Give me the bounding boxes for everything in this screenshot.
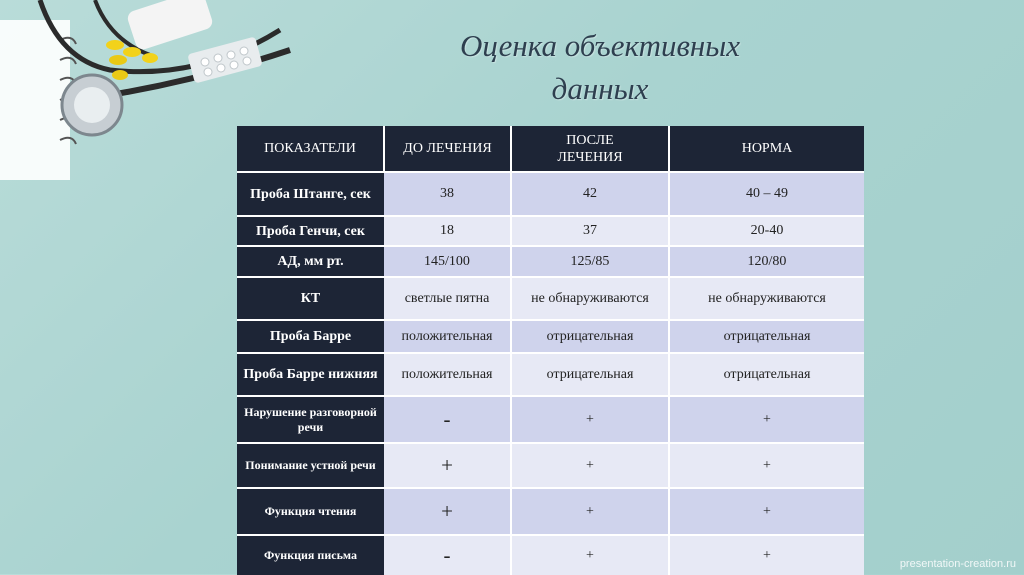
row-label: КТ: [237, 277, 384, 320]
row-label: Функция письма: [237, 535, 384, 575]
table-row: [237, 443, 864, 488]
table-row: [237, 353, 864, 396]
table-row: [237, 246, 864, 277]
cell-after: отрицательная: [511, 320, 669, 353]
data-table: [237, 126, 864, 575]
table-row: [237, 488, 864, 535]
cell-before: 18: [384, 216, 511, 246]
cell-after: 37: [511, 216, 669, 246]
page-title: [420, 24, 780, 110]
cell-before: -: [384, 535, 511, 575]
cell-after: +: [511, 396, 669, 443]
title-line-1: Оценка объективных: [459, 28, 741, 63]
header-indicators: ПОКАЗАТЕЛИ: [237, 126, 384, 172]
cell-norm: 40 – 49: [669, 172, 864, 216]
cell-after: 125/85: [511, 246, 669, 277]
row-label: Проба Генчи, сек: [237, 216, 384, 246]
header-norm: НОРМА: [669, 126, 864, 172]
data-table-container: [237, 126, 864, 575]
cell-norm: +: [669, 488, 864, 535]
cell-after: не обнаруживаются: [511, 277, 669, 320]
cell-norm: не обнаруживаются: [669, 277, 864, 320]
row-label: Проба Барре: [237, 320, 384, 353]
cell-before: +: [384, 488, 511, 535]
cell-after: 42: [511, 172, 669, 216]
header-before: ДО ЛЕЧЕНИЯ: [384, 126, 511, 172]
cell-norm: +: [669, 396, 864, 443]
watermark: presentation-creation.ru: [899, 558, 1016, 570]
row-label: Функция чтения: [237, 488, 384, 535]
row-label: Нарушение разговорной речи: [237, 396, 384, 443]
table-row: [237, 172, 864, 216]
table-row: [237, 320, 864, 353]
table-row: [237, 277, 864, 320]
row-label: Понимание устной речи: [237, 443, 384, 488]
row-label: Проба Барре нижняя: [237, 353, 384, 396]
header-after: ПОСЛЕ ЛЕЧЕНИЯ: [511, 126, 669, 172]
cell-before: -: [384, 396, 511, 443]
cell-norm: 120/80: [669, 246, 864, 277]
cell-norm: 20-40: [669, 216, 864, 246]
cell-before: +: [384, 443, 511, 488]
cell-before: положительная: [384, 320, 511, 353]
cell-after: +: [511, 535, 669, 575]
cell-norm: отрицательная: [669, 353, 864, 396]
row-label: АД, мм рт.: [237, 246, 384, 277]
cell-before: светлые пятна: [384, 277, 511, 320]
table-header-row: [237, 126, 864, 172]
cell-after: +: [511, 488, 669, 535]
table-row: [237, 216, 864, 246]
cell-norm: +: [669, 535, 864, 575]
table-row: [237, 396, 864, 443]
cell-before: 38: [384, 172, 511, 216]
cell-before: 145/100: [384, 246, 511, 277]
cell-before: положительная: [384, 353, 511, 396]
cell-after: +: [511, 443, 669, 488]
title-line-2: данных: [551, 71, 649, 106]
cell-norm: +: [669, 443, 864, 488]
table-row: [237, 535, 864, 575]
cell-norm: отрицательная: [669, 320, 864, 353]
row-label: Проба Штанге, сек: [237, 172, 384, 216]
cell-after: отрицательная: [511, 353, 669, 396]
